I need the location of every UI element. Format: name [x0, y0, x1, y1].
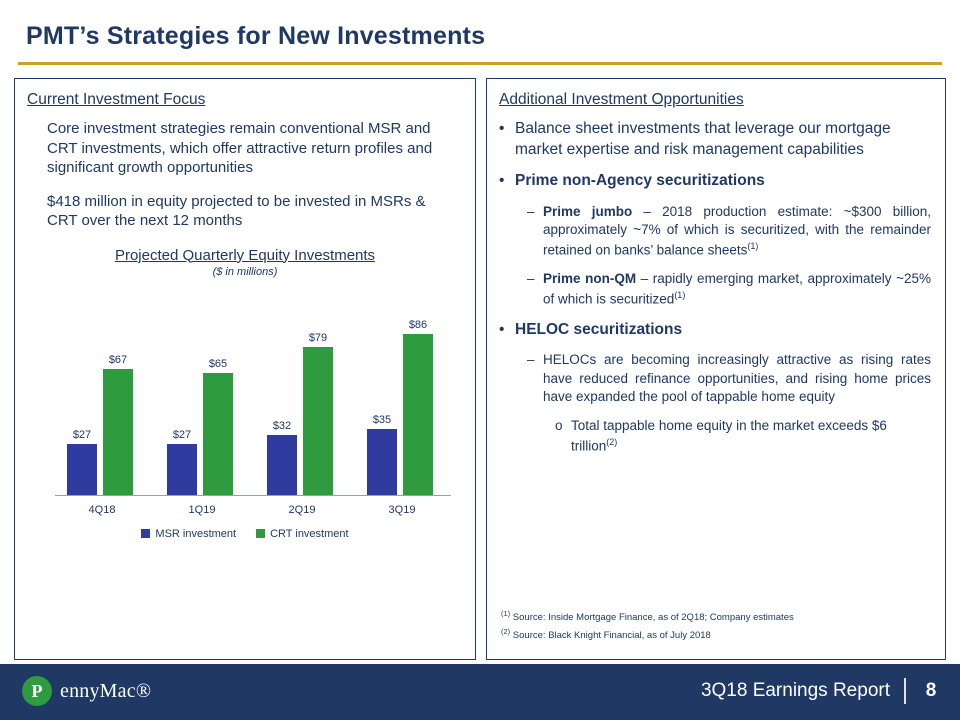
chart-bar [303, 347, 333, 495]
chart-group [59, 295, 145, 495]
legend-label: MSR investment [155, 527, 237, 540]
slide-footer [0, 664, 960, 720]
title-divider [18, 62, 942, 65]
chart-value-label: $79 [308, 331, 328, 344]
bullet-item [499, 320, 931, 341]
chart-bar [103, 369, 133, 495]
chart-group [359, 295, 445, 495]
bullet-item [499, 171, 931, 192]
bullet-marker: o [555, 418, 563, 434]
chart-subtitle: ($ in millions) [212, 265, 278, 278]
chart-bar [403, 334, 433, 495]
chart-value-label: $65 [208, 357, 228, 370]
current-investment-focus-panel [14, 78, 476, 660]
right-panel-heading: Additional Investment Opportunities [499, 91, 744, 108]
report-label: 3Q18 Earnings Report [700, 680, 890, 701]
left-paragraph-2: $418 million in equity projected to be invested in MSRs & CRT over the next 12 months [47, 192, 426, 229]
additional-opportunities-panel [486, 78, 946, 660]
bullet-marker: • [499, 320, 505, 338]
chart-bar [367, 429, 397, 495]
footnote: $^{(1)}$ Source: Inside Mortgage Finance, as of 2Q18; Company estimates [501, 609, 794, 624]
bullet-marker: – [527, 203, 535, 219]
bullet-item [499, 119, 931, 160]
bullet-text: Prime jumbo – 2018 production estimate: ~$300 billion, approximately ~7% of which is securitized, with the remainder retained on banks’ balance sheets$^{(1)}$ [543, 203, 931, 258]
page-number: 8 [925, 680, 937, 701]
bullet-item [527, 270, 931, 308]
chart-category-label: 1Q19 [188, 503, 216, 516]
page-title: PMT’s Strategies for New Investments [26, 22, 486, 50]
bullet-item [555, 417, 931, 455]
left-paragraph-1: Core investment strategies remain conventional MSR and CRT investments, which offer attractive return profiles and significant growth opportunities [47, 120, 433, 176]
legend-item [256, 528, 348, 540]
chart-bar [267, 435, 297, 495]
chart-bar [67, 444, 97, 495]
bullet-item [527, 351, 931, 406]
bullet-item [527, 203, 931, 260]
chart-group [259, 295, 345, 495]
equity-investment-bar-chart [33, 292, 457, 540]
chart-bar [167, 444, 197, 495]
bullet-text: Total tappable home equity in the market exceeds $6 trillion$^{(2)}$ [571, 418, 887, 454]
bullet-marker: – [527, 271, 535, 287]
footnote: $^{(2)}$ Source: Black Knight Financial, as of July 2018 [501, 626, 711, 641]
legend-swatch [141, 529, 150, 538]
legend-swatch [256, 529, 265, 538]
bullet-marker: – [527, 352, 535, 368]
footer-right [701, 678, 942, 704]
bullet-text: HELOCs are becoming increasingly attractive as rising rates have reduced refinance opportunities, and rising home prices have expanded the pool of tappable home equity [543, 352, 931, 404]
chart-legend [33, 528, 457, 540]
chart-group [159, 295, 245, 495]
footnotes [501, 608, 794, 643]
bullet-text: HELOC securitizations [515, 320, 683, 338]
bullet-text: Prime non-Agency securitizations [515, 172, 765, 190]
pennymac-logo [22, 676, 151, 706]
chart-category-label: 4Q18 [88, 503, 116, 516]
legend-item [141, 528, 236, 540]
logo-text: ennyMac® [60, 679, 152, 702]
chart-value-label: $86 [408, 318, 428, 331]
chart-axis [55, 495, 451, 496]
chart-value-label: $27 [172, 428, 192, 441]
chart-value-label: $32 [272, 419, 292, 432]
chart-bar [203, 373, 233, 495]
legend-label: CRT investment [270, 527, 349, 540]
bullet-text: Balance sheet investments that leverage our mortgage market expertise and risk management capabilities [515, 120, 891, 158]
chart-value-label: $27 [72, 428, 92, 441]
bullet-list [487, 119, 945, 456]
logo-icon: P [22, 676, 52, 706]
left-panel-heading: Current Investment Focus [27, 91, 206, 108]
chart-category-label: 2Q19 [288, 503, 316, 516]
chart-value-label: $67 [108, 353, 128, 366]
chart-title: Projected Quarterly Equity Investments [114, 246, 376, 264]
bullet-marker: • [499, 120, 505, 137]
chart-category-label: 3Q19 [388, 503, 416, 516]
bullet-text: Prime non-QM – rapidly emerging market, approximately ~25% of which is securitized$^{(1)}$ [543, 271, 931, 307]
footer-divider [904, 678, 906, 704]
chart-value-label: $35 [372, 413, 392, 426]
bullet-marker: • [499, 172, 505, 190]
